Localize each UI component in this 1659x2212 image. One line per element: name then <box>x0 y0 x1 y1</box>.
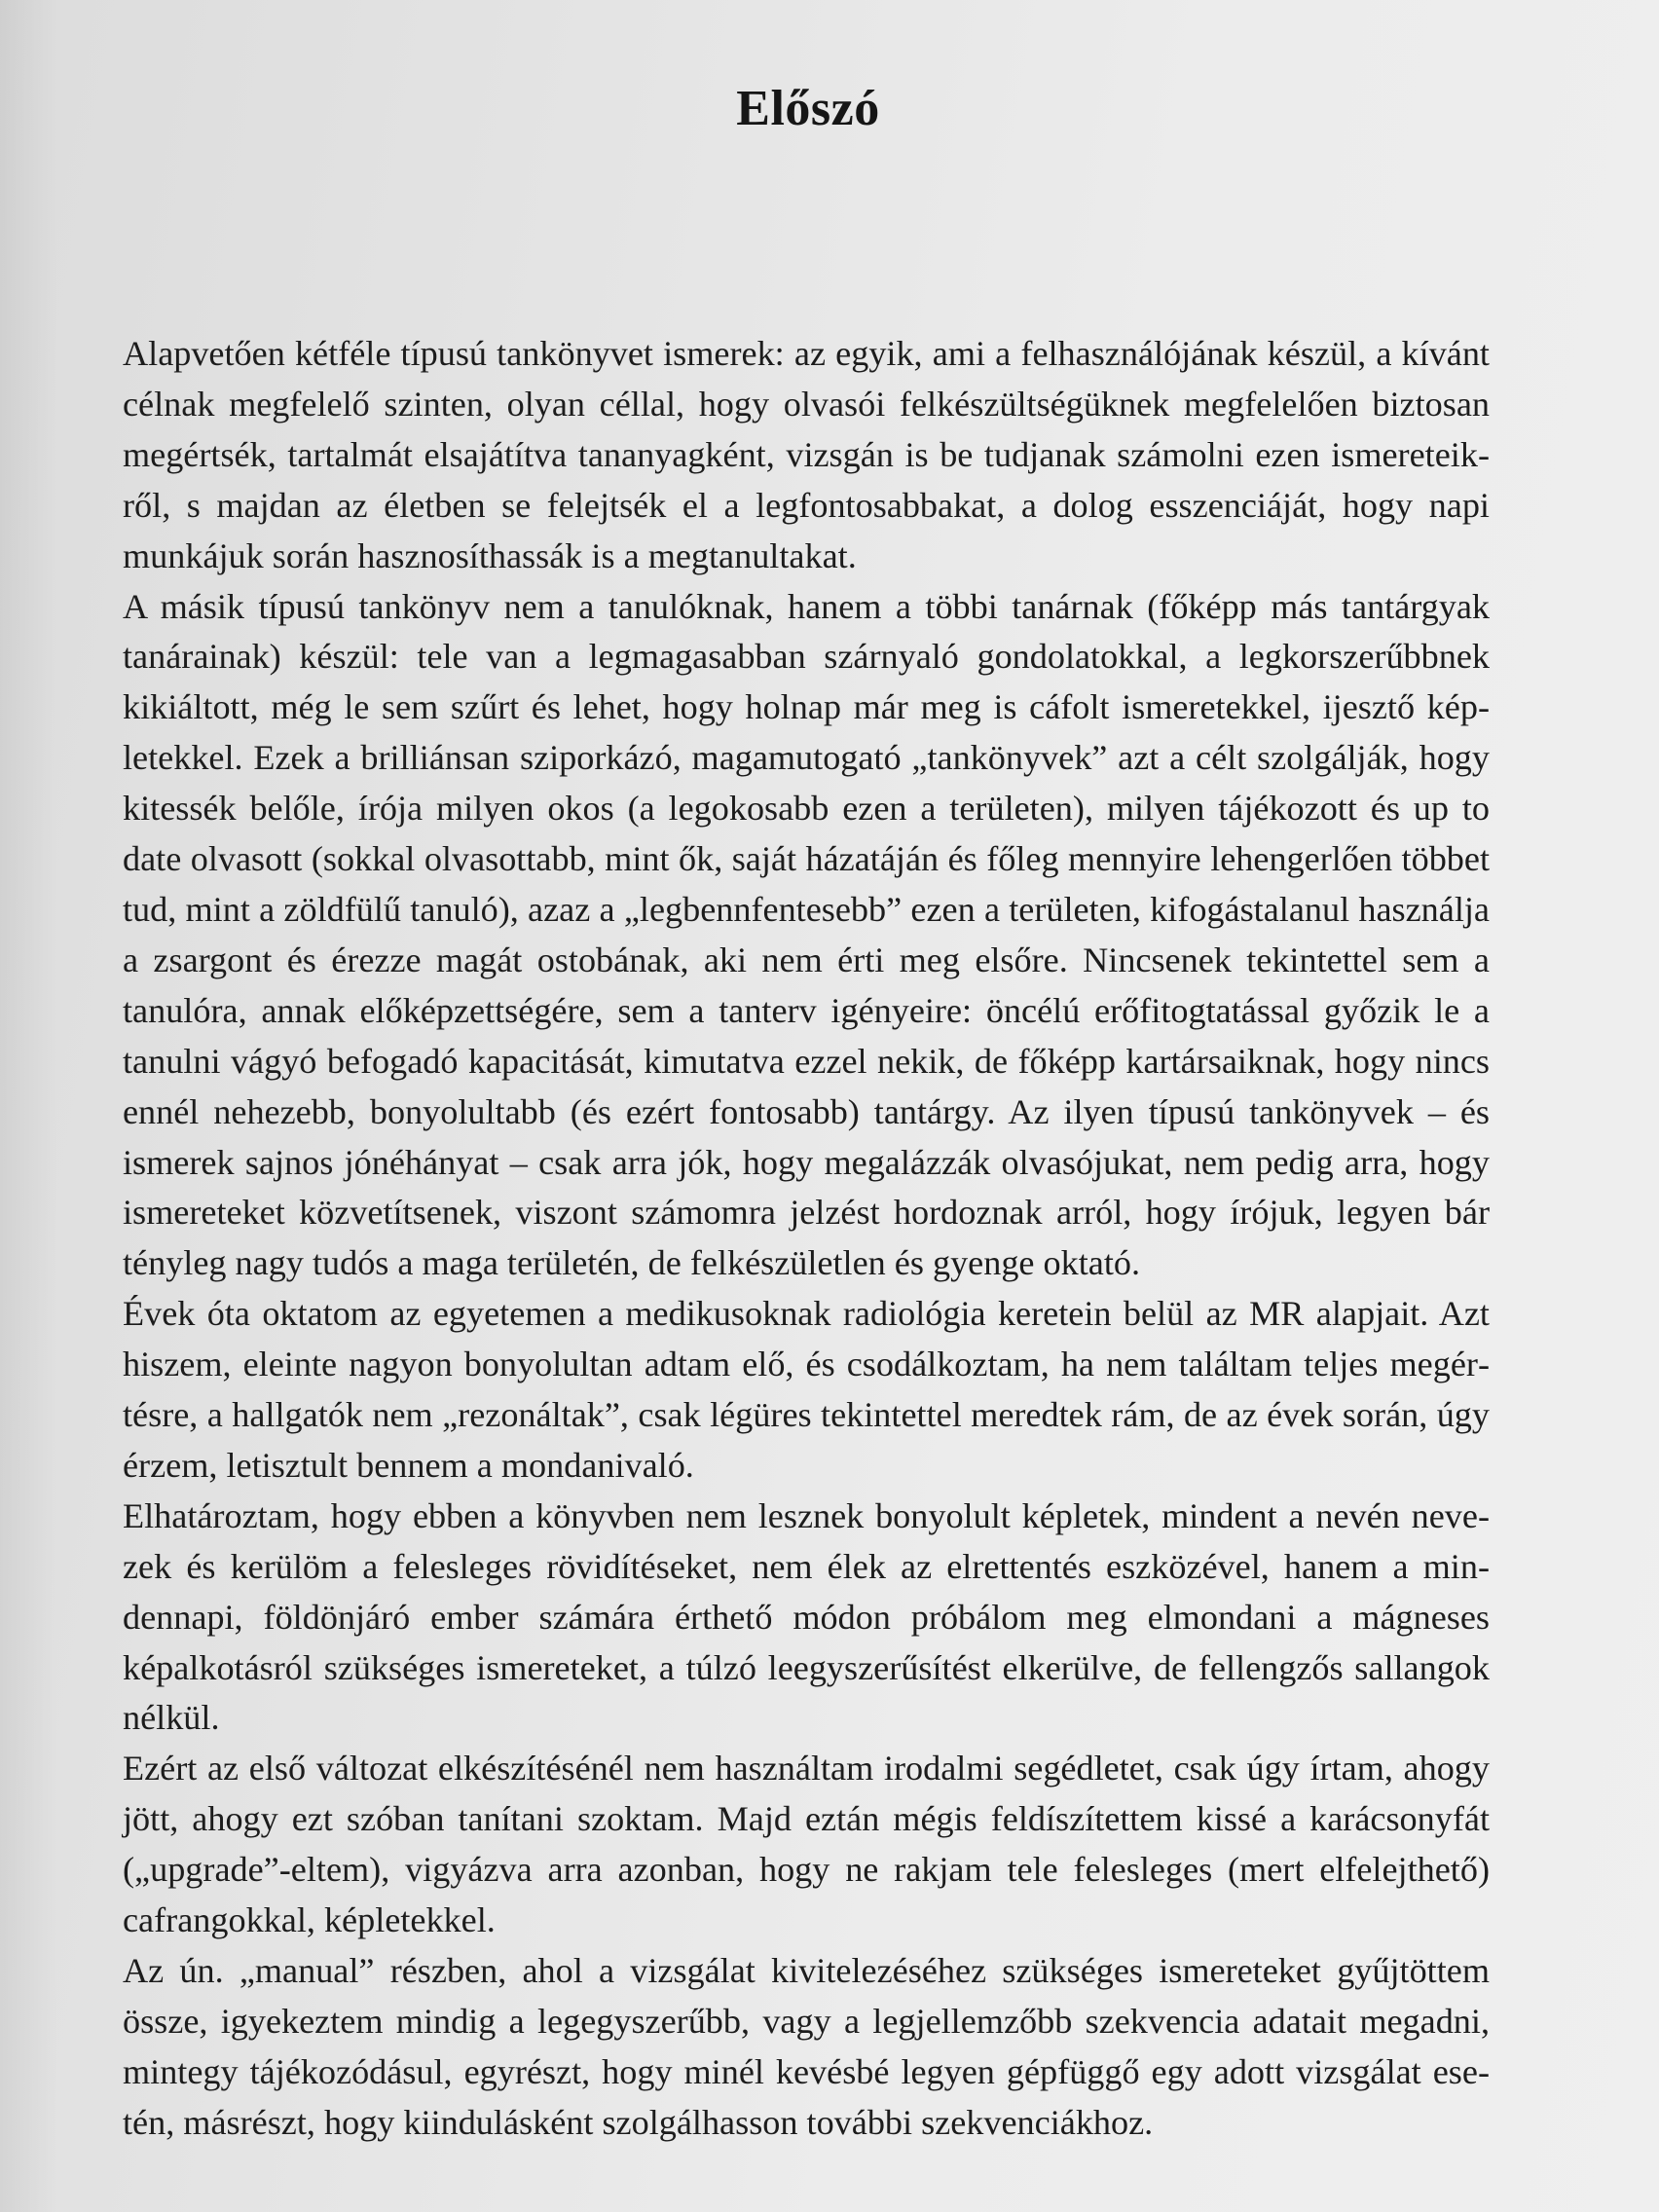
page-gutter-shadow <box>0 0 58 2212</box>
paragraph-3: Évek óta oktatom az egyetemen a medikusoknak radiológia keretein belül az MR alapjait. Azt hiszem, eleinte nagyon bonyolultan adtam elő, és csodálkoztam, ha nem találtam teljes megértésre, a hallgatók nem „rezonáltak”, csak légüres tekintettel meredtek rám, de az évek során, úgy érzem, letisztult bennem a mondanivaló. <box>123 1294 1490 1485</box>
paragraph-6: Az ún. „manual” részben, ahol a vizsgálat kivitelezéséhez szükséges ismereteket gyűjtöttem össze, igyekeztem mindig a legegyszerűbb, vagy a legjellemzőbb szekvencia adatait megadni, mintegy tájékozódásul, egyrészt, hogy minél kevésbé legyen gépfüggő egy adott vizsgálat esetén, másrészt, hogy kiindulásként szolgálhasson további szekvenciákhoz. <box>123 1951 1490 2142</box>
page-title: Előszó <box>736 81 880 136</box>
paragraph-5: Ezért az első változat elkészítésénél nem használtam irodalmi segédletet, csak úgy írtam, ahogy jött, ahogy ezt szóban tanítani szoktam. Majd eztán mégis feldíszítettem kissé a karácsonyfát („upgrade”-eltem), vigyázva arra azonban, hogy ne rakjam tele felesleges (mert elfelejthető) cafrangokkal, képletekkel. <box>123 1749 1490 1940</box>
paragraph-4: Elhatároztam, hogy ebben a könyvben nem lesznek bonyolult képletek, mindent a nevén nevezek és kerülöm a felesleges rövidítéseket, nem élek az elrettentés eszközével, hanem a mindennapi, földönjáró ember számára érthető módon próbálom meg elmondani a mágneses képalkotásról szükséges ismereteket, a túlzó leegyszerűsítést elkerülve, de fellengzős sallangok nélkül. <box>123 1495 1490 1738</box>
paragraph-1: Alapvetően kétféle típusú tankönyvet ismerek: az egyik, ami a felhasználójának készül, a kívánt célnak megfelelő szinten, olyan céllal, hogy olvasói felkészültségüknek megfelelően biztosan megértsék, tartalmát elsajátítva tananyagként, vizsgán is be tudjanak számolni ezen ismereteikről, s majdan az életben se felejtsék el a legfontosabbakat, a dolog esszenciáját, hogy napi munkájuk során hasznosíthassák is a megtanultakat. <box>123 334 1490 575</box>
preface-body <box>123 329 1490 2149</box>
paragraph-2: A másik típusú tankönyv nem a tanulóknak, hanem a többi tanárnak (főképp más tantárgyak tanárainak) készül: tele van a legmagasabban szárnyaló gondolatokkal, a legkorszerűbbnek kikiáltott, még le sem szűrt és lehet, hogy holnap már meg is cáfolt ismeretekkel, ijesztő képletekkel. Ezek a brilliánsan sziporkázó, magamutogató „tankönyvek” azt a célt szolgálják, hogy kitessék belőle, írója milyen okos (a legokosabb ezen a területen), milyen tájékozott és up to date olvasott (sokkal olvasottabb, mint ők, saját házatáján és főleg mennyire lehengerlően többet tud, mint a zöldfülű tanuló), azaz a „legbennfentesebb” ezen a területen, kifogástalanul használja a zsargont és érezze magát ostobának, aki nem érti meg elsőre. Nincsenek tekintettel sem a tanulóra, annak előképzettségére, sem a tanterv igényeire: öncélú erőfitogtatással győzik le a tanulni vágyó befogadó kapacitását, kimutatva ezzel nekik, de főképp kartársaiknak, hogy nincs ennél nehezebb, bonyolultabb (és ezért fontosabb) tantárgy. Az ilyen típusú tankönyvek – és ismerek sajnos jónéhányat – csak arra jók, hogy megalázzák olvasójukat, nem pedig arra, hogy ismereteket közvetítsenek, viszont számomra jelzést hordoznak arról, hogy írójuk, legyen bár tényleg nagy tudós a maga területén, de felkészületlen és gyenge oktató. <box>123 586 1490 1283</box>
